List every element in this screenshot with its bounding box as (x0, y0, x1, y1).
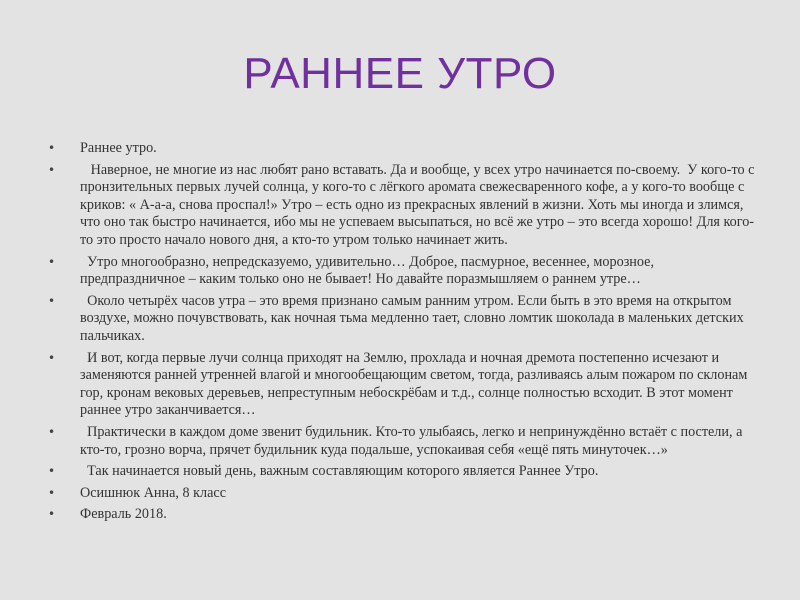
bullet-item (48, 463, 760, 481)
bullet-text: Раннее утро. (80, 140, 157, 156)
bullet-text: Практически в каждом доме звенит будильник. Кто-то улыбаясь, легко и непринуждённо встаёт с постели, а кто-то, грозно ворча, прячет будильник куда подальше, успокаивая себя «ещё пять минуточек…» (80, 423, 746, 458)
bullet-text: Так начинается новый день, важным составляющим которого является Раннее Утро. (80, 463, 599, 480)
bullet-icon: • (48, 507, 56, 522)
bullet-text: Около четырёх часов утра – это время признано самым ранним утром. Если быть в это время на открытом воздухе, можно почувствовать, как ночная тьма медленно тает, словно ломтик шоколада в маленьких детских пальчиках. (80, 292, 748, 344)
bullet-item (48, 140, 760, 158)
bullet-text: Наверное, не многие из нас любят рано вставать. Да и вообще, у всех утро начинается по-своему. У кого-то с пронзительных первых лучей солнца, у кого-то с лёгкого аромата свежесваренного кофе, а у кого-то вообще с криков: « А-а-а, снова проспал!» Утро – есть одно из прекрасных явлений в жизни. Хоть мы иногда и злимся, что оно так быстро начинается, ибо мы не успеваем высыпаться, но всё же утро – это всегда хорошо! Для кого-то это просто начало нового дня, а кто-то утром только начинает жить. (80, 161, 758, 248)
bullet-item (48, 293, 760, 346)
bullet-icon: • (48, 350, 56, 365)
bullet-icon: • (48, 254, 56, 269)
author-text: Осишнюк Анна, 8 класс (80, 484, 227, 501)
bullet-list (48, 140, 760, 528)
date-text: Февраль 2018. (80, 506, 167, 523)
bullet-icon: • (48, 293, 56, 308)
bullet-icon: • (48, 141, 56, 155)
date-line (48, 506, 760, 524)
bullet-text: Утро многообразно, непредсказуемо, удивительно… Доброе, пасмурное, весеннее, морозное, предпраздничное – каким только оно не бывает! Но давайте поразмышляем о раннем утре… (80, 253, 658, 288)
bullet-icon: • (48, 162, 56, 177)
author-line (48, 485, 760, 503)
slide-title: РАННЕЕ УТРО (243, 49, 557, 98)
bullet-text: И вот, когда первые лучи солнца приходят на Землю, прохлада и ночная дремота постепенно исчезают и заменяются ранней утренней влагой и многообещающим светом, тогда, разливаясь алым пожаром по склонам гор, кронам вековых деревьев, непреступным небоскрёбам и т.д., солнце полностью всходит. В этот момент раннее утро заканчивается… (80, 349, 751, 419)
bullet-icon: • (48, 485, 56, 500)
bullet-item (48, 254, 760, 289)
bullet-item (48, 350, 760, 420)
bullet-item (48, 162, 760, 250)
bullet-item (48, 424, 760, 459)
bullet-icon: • (48, 464, 56, 479)
bullet-icon: • (48, 424, 56, 439)
